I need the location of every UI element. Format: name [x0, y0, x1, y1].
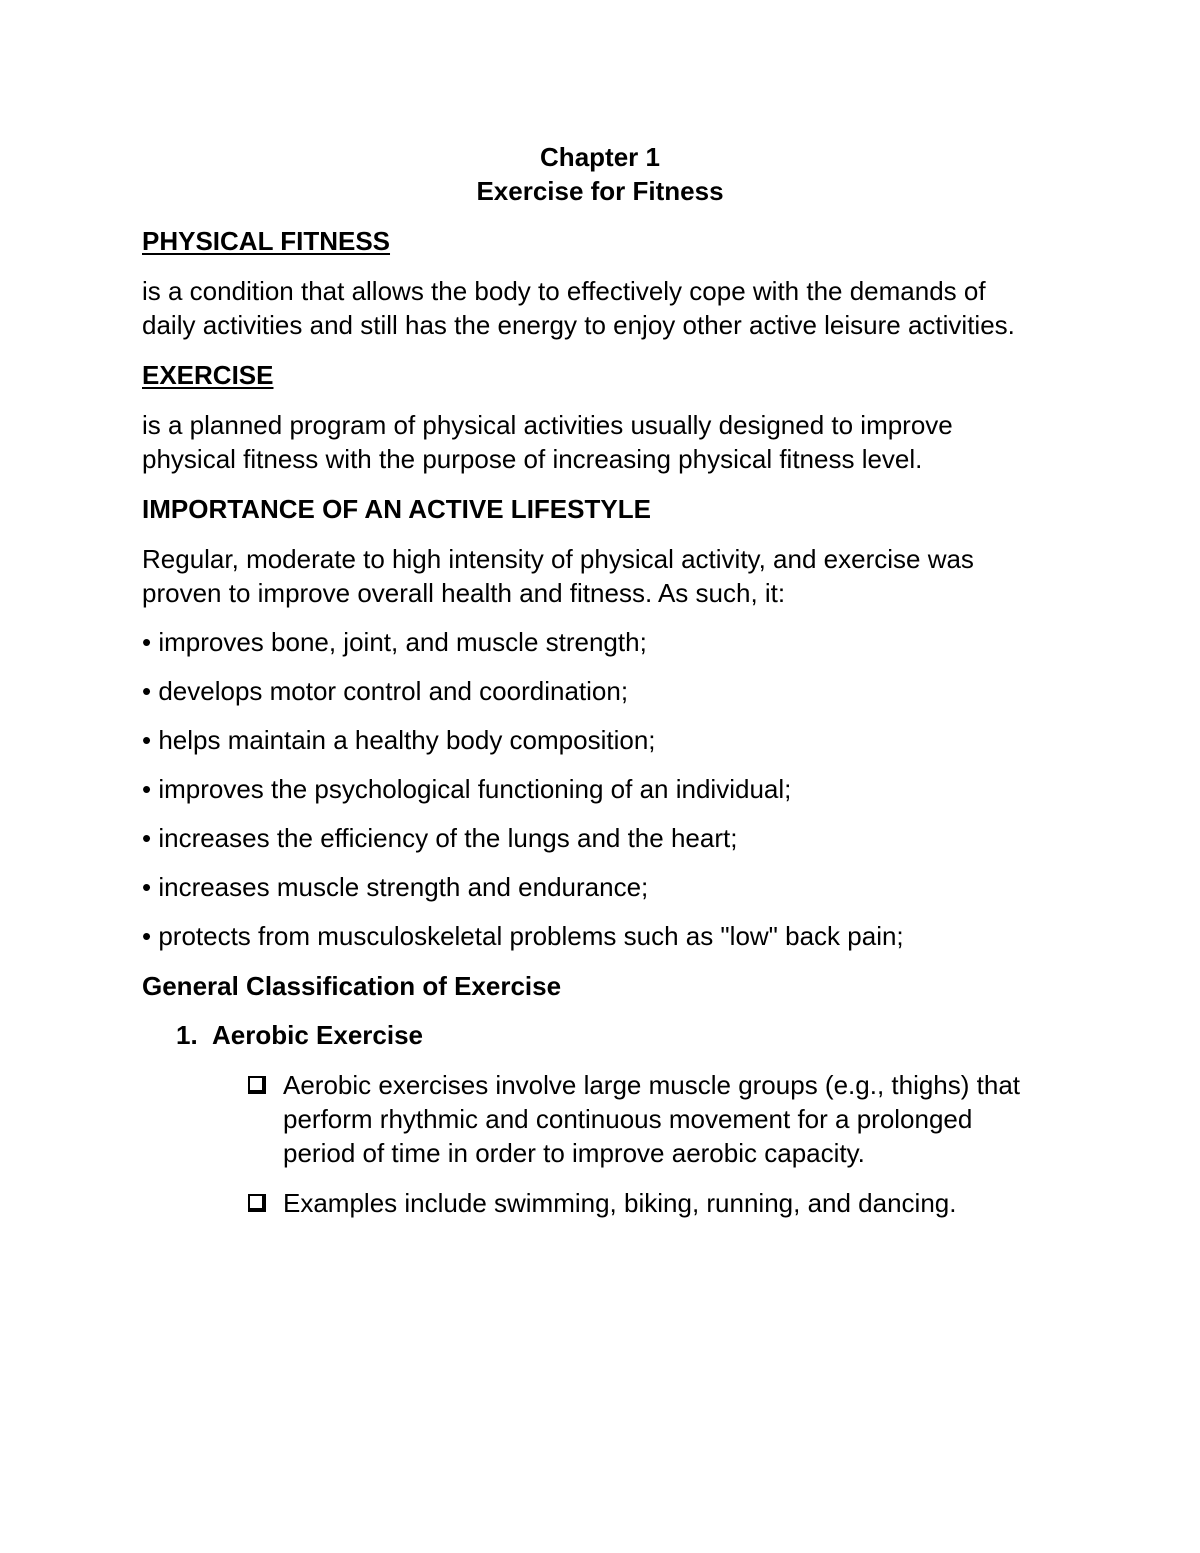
- list-item: • increases muscle strength and endurance;: [142, 872, 649, 902]
- list-item: • helps maintain a healthy body composition;: [142, 725, 656, 755]
- list-item: • improves the psychological functioning of an individual;: [142, 774, 792, 804]
- checkbox-icon: [248, 1194, 266, 1212]
- aerobic-exercise-heading: [142, 1018, 1042, 1052]
- list-item: • increases the efficiency of the lungs and the heart;: [142, 823, 738, 853]
- aerobic-point-text: Aerobic exercises involve large muscle groups (e.g., thighs) that perform rhythmic and continuous movement for a prolonged period of time in order to improve aerobic capacity.: [283, 1070, 1021, 1168]
- document-body: [142, 224, 1042, 1220]
- checkbox-icon: [248, 1076, 266, 1094]
- list-item: [142, 1068, 1042, 1170]
- physical-fitness-heading: PHYSICAL FITNESS: [142, 226, 391, 256]
- importance-heading: IMPORTANCE OF AN ACTIVE LIFESTYLE: [142, 494, 651, 524]
- chapter-label: Chapter 1: [540, 142, 660, 172]
- chapter-title: Exercise for Fitness: [476, 176, 724, 206]
- exercise-heading: EXERCISE: [142, 360, 274, 390]
- list-item: [142, 1186, 1042, 1220]
- classification-heading: General Classification of Exercise: [142, 971, 562, 1001]
- aerobic-exercise-points: [142, 1068, 1042, 1220]
- list-item: • improves bone, joint, and muscle strength;: [142, 627, 647, 657]
- list-number: 1.: [176, 1020, 198, 1050]
- list-item: • develops motor control and coordination;: [142, 676, 629, 706]
- list-item: • protects from musculoskeletal problems such as "low" back pain;: [142, 921, 904, 951]
- physical-fitness-definition: is a condition that allows the body to effectively cope with the demands of daily activities and still has the energy to enjoy other active leisure activities.: [142, 276, 1015, 340]
- exercise-definition: is a planned program of physical activities usually designed to improve physical fitness with the purpose of increasing physical fitness level.: [142, 410, 953, 474]
- title-block: [0, 140, 1200, 208]
- importance-bullet-list: [142, 625, 1042, 953]
- aerobic-exercise-title: Aerobic Exercise: [212, 1020, 424, 1050]
- aerobic-point-text: Examples include swimming, biking, running, and dancing.: [283, 1188, 957, 1218]
- importance-intro: Regular, moderate to high intensity of physical activity, and exercise was proven to improve overall health and fitness. As such, it:: [142, 544, 974, 608]
